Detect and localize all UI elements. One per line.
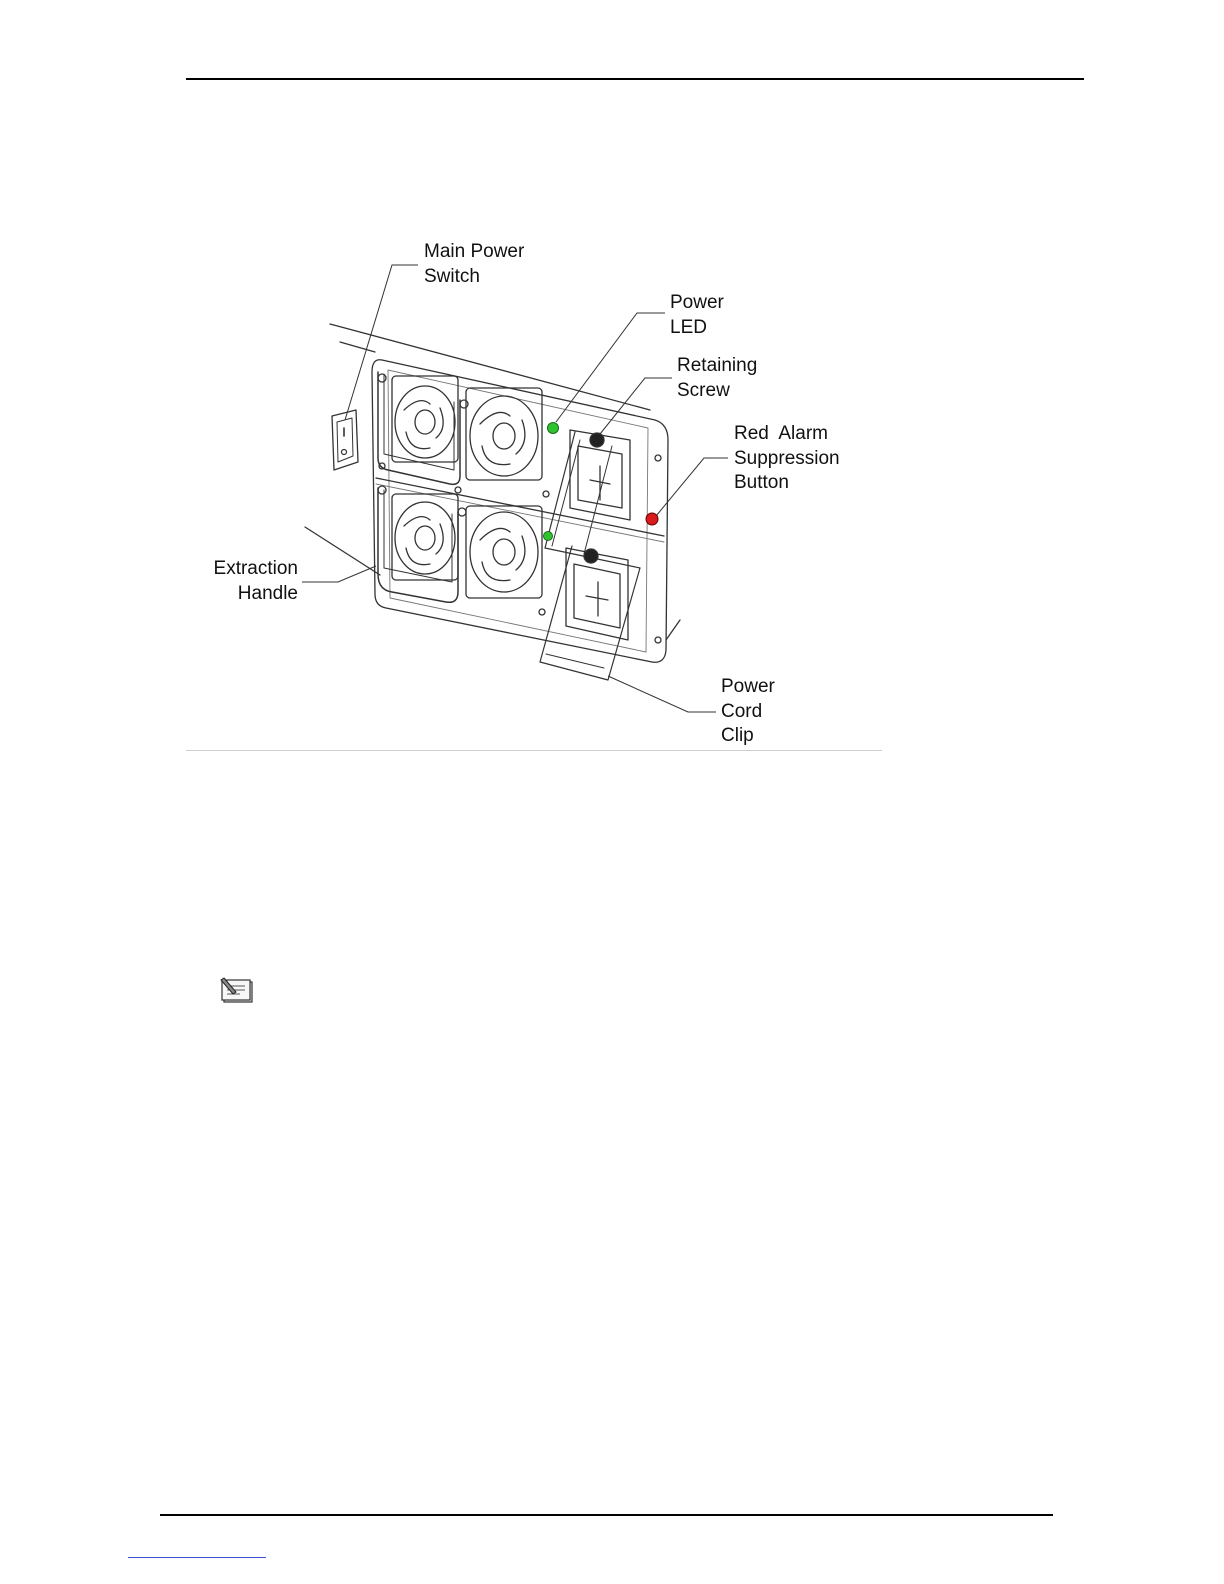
callout-line: Main Power [424, 241, 525, 262]
callout-line: Power [670, 292, 724, 313]
power-led-upper [548, 423, 559, 434]
fan-lower-right [466, 506, 542, 598]
power-led-lower [544, 532, 553, 541]
retaining-screw-upper [590, 433, 604, 447]
chassis-left-edge [305, 527, 380, 575]
callout-main-power-switch [424, 240, 524, 289]
callout-line: Button [734, 472, 789, 493]
callout-extraction-handle [200, 557, 298, 606]
fan-upper-left [392, 376, 458, 462]
fan-lower-left [392, 494, 458, 580]
power-supply-diagram [0, 0, 1224, 760]
callout-retaining-screw [677, 354, 757, 403]
note-pencil-icon [218, 976, 258, 1006]
chassis-right-edge [666, 620, 680, 640]
ac-inlet-lower [566, 548, 628, 640]
callout-power-cord-clip [721, 675, 775, 749]
leader-main-power-switch [345, 265, 418, 420]
retaining-screw-lower [584, 549, 598, 563]
footer-rule [160, 1514, 1053, 1516]
callout-line: Switch [424, 265, 480, 287]
callout-line: Cord [721, 700, 763, 722]
leader-power-led [556, 313, 665, 422]
callout-line: Red Alarm [734, 423, 828, 444]
footer-link-underline[interactable] [128, 1557, 266, 1558]
red-alarm-suppression-button [646, 513, 658, 525]
callout-power-led [670, 291, 724, 340]
callout-line: Handle [237, 582, 298, 604]
callout-line: Power [721, 676, 775, 697]
leader-power-cord-clip [608, 676, 716, 712]
psu-bezel-inner [388, 370, 648, 652]
psu-divider [376, 478, 664, 536]
chassis-top-inner-edge [340, 342, 375, 352]
callout-line: Clip [721, 725, 754, 746]
callout-line: Screw [677, 379, 730, 401]
callout-line: Retaining [677, 355, 758, 376]
callout-line: LED [670, 316, 707, 338]
leader-extraction-handle [302, 566, 376, 582]
extraction-handle-upper [378, 372, 460, 484]
callout-line: Suppression [734, 447, 840, 469]
callout-line: Extraction [213, 558, 298, 579]
figure-bottom-rule [186, 750, 882, 751]
callout-red-alarm-suppression-button [734, 422, 840, 496]
